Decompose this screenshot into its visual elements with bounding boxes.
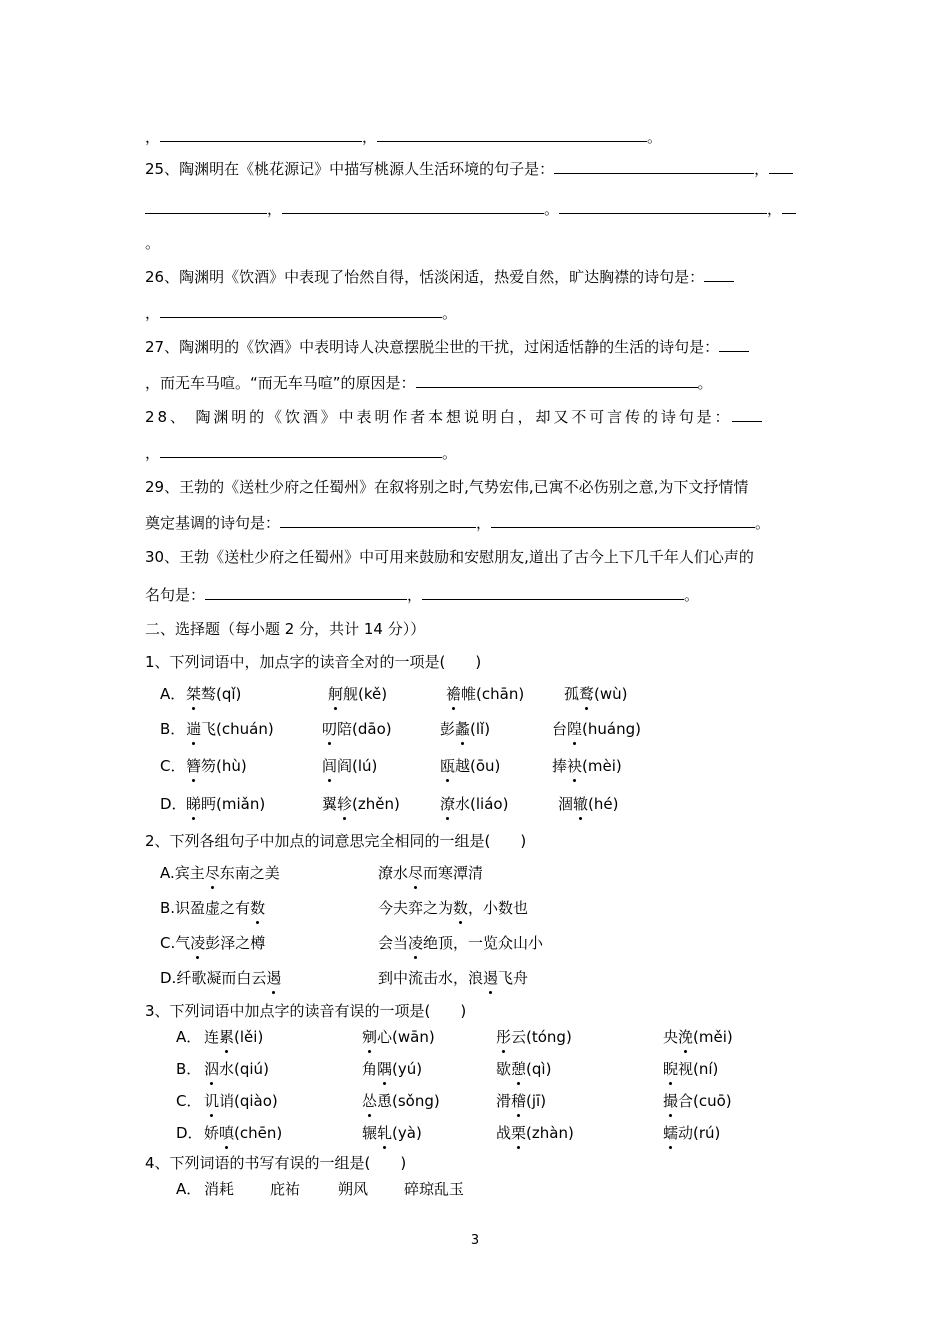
q1-c-word-3: 瓯越(ōu) (440, 757, 501, 775)
q1-option-b-label: B． (160, 720, 186, 738)
q3-c-word-2: 怂恿(sǒng) (362, 1092, 440, 1110)
q1-option-a-label: A． (160, 685, 186, 703)
question-30-line2: 名句是： ， 。 (145, 586, 700, 604)
q1-c-word-4: 捧袂(mèi) (552, 757, 622, 775)
q4-option-a-label: A． (176, 1180, 202, 1198)
q1-a-word-1: 桀骜(qǐ) (186, 685, 242, 703)
q3-d-word-3: 战栗(zhàn) (496, 1124, 574, 1142)
q3-d-word-2: 辗轧(yà) (362, 1124, 422, 1142)
q3-stem: 3、下列词语中加点字的读音有误的一项是( ) (145, 1002, 467, 1020)
q2-a-left: A.宾主尽东南之美 (160, 864, 280, 882)
q1-a-word-3: 襜帷(chān) (446, 685, 525, 703)
question-26-line2: ， 。 (145, 304, 458, 322)
question-26: 26、陶渊明《饮酒》中表现了怡然自得，恬淡闲适，热爱自然，旷达胸襟的诗句是： (145, 266, 734, 288)
question-29: 29、王勃的《送杜少府之任蜀州》在叙将别之时,气势宏伟,已寓不必伤别之意,为下文抒情情 (145, 478, 749, 496)
q1-option-c-label: C． (160, 757, 186, 775)
q1-d-word-1: 睇眄(miǎn) (186, 795, 266, 813)
q3-a-word-3: 彤云(tóng) (496, 1028, 572, 1046)
question-28: 28、 陶渊明的《饮酒》中表明作者本想说明白，却又不可言传的诗句是： (145, 406, 762, 428)
q2-d-right: 到中流击水，浪遏飞舟 (378, 969, 529, 987)
q3-b-word-2: 角隅(yú) (362, 1060, 423, 1078)
q1-stem: 1、下列词语中，加点字的读音全对的一项是( ) (145, 653, 482, 671)
q4-a-word-4: 碎琼乱玉 (404, 1180, 465, 1198)
question-27: 27、陶渊明的《饮酒》中表明诗人决意摆脱尘世的干扰，过闲适恬静的生活的诗句是： (145, 336, 749, 358)
q1-c-word-1: 簪笏(hù) (186, 757, 247, 775)
q1-b-word-1: 遄飞(chuán) (186, 720, 274, 738)
q2-c-left: C.气凌彭泽之樽 (160, 934, 266, 952)
q2-d-left: D.纤歌凝而白云遏 (160, 969, 282, 987)
q3-option-b-label: B． (176, 1060, 202, 1078)
q3-b-word-4: 睨视(ní) (663, 1060, 719, 1078)
question-25-line3: 。 (145, 234, 161, 252)
q2-stem: 2、下列各组句子中加点的词意思完全相同的一组是( ) (145, 832, 527, 850)
q1-b-word-3: 彭蠡(lǐ) (440, 720, 491, 738)
q1-b-word-4: 台隍(huáng) (552, 720, 641, 738)
question-25-line2: ， 。 ， (145, 198, 796, 220)
q4-a-word-1: 消耗 (204, 1180, 235, 1198)
q3-c-word-4: 撮合(cuō) (663, 1092, 732, 1110)
section-2-title: 二、选择题（每小题 2 分，共计 14 分）） (145, 620, 426, 638)
q3-d-word-4: 蠕动(rú) (663, 1124, 721, 1142)
q3-option-c-label: C． (176, 1092, 202, 1110)
question-29-line2: 奠定基调的诗句是： ， 。 (145, 514, 771, 532)
q3-a-word-2: 剜心(wān) (362, 1028, 435, 1046)
q24-tail-line: ， ， 。 (145, 128, 663, 146)
q3-a-word-1: 连累(lěi) (204, 1028, 264, 1046)
q3-a-word-4: 央浼(měi) (663, 1028, 733, 1046)
q4-stem: 4、下列词语的书写有误的一组是( ) (145, 1154, 407, 1172)
q3-option-a-label: A． (176, 1028, 202, 1046)
q1-d-word-2: 翼轸(zhěn) (322, 795, 400, 813)
q2-a-right: 潦水尽而寒潭清 (378, 864, 484, 882)
q3-b-word-3: 歇憩(qì) (496, 1060, 552, 1078)
q1-option-d-label: D． (160, 795, 187, 813)
q3-d-word-1: 娇嗔(chēn) (204, 1124, 283, 1142)
q1-c-word-2: 闾阎(lú) (322, 757, 378, 775)
question-28-line2: ， 。 (145, 444, 458, 462)
page-number: 3 (470, 1233, 480, 1248)
q2-b-left: B.识盈虚之有数 (160, 899, 266, 917)
question-27-line2: ，而无车马喧。“而无车马喧”的原因是： 。 (145, 374, 713, 392)
q3-c-word-1: 讥诮(qiào) (204, 1092, 278, 1110)
q2-b-right: 今夫弈之为数，小数也 (378, 899, 529, 917)
q1-d-word-4: 涸辙(hé) (558, 795, 619, 813)
q3-option-d-label: D． (176, 1124, 203, 1142)
q1-b-word-2: 叨陪(dāo) (322, 720, 392, 738)
q1-d-word-3: 潦水(liáo) (440, 795, 509, 813)
q3-b-word-1: 泅水(qiú) (204, 1060, 269, 1078)
q4-a-word-3: 朔风 (338, 1180, 369, 1198)
question-30: 30、王勃《送杜少府之任蜀州》中可用来鼓励和安慰朋友,道出了古今上下几千年人们心声的 (145, 548, 754, 566)
q4-a-word-2: 庇祐 (270, 1180, 301, 1198)
q1-a-word-2: 舸舰(kě) (328, 685, 388, 703)
question-25: 25、陶渊明在《桃花源记》中描写桃源人生活环境的句子是： ， (145, 158, 793, 180)
q2-c-right: 会当凌绝顶，一览众山小 (378, 934, 544, 952)
q3-c-word-3: 滑稽(jī) (496, 1092, 547, 1110)
q1-a-word-4: 孤鹜(wù) (564, 685, 628, 703)
